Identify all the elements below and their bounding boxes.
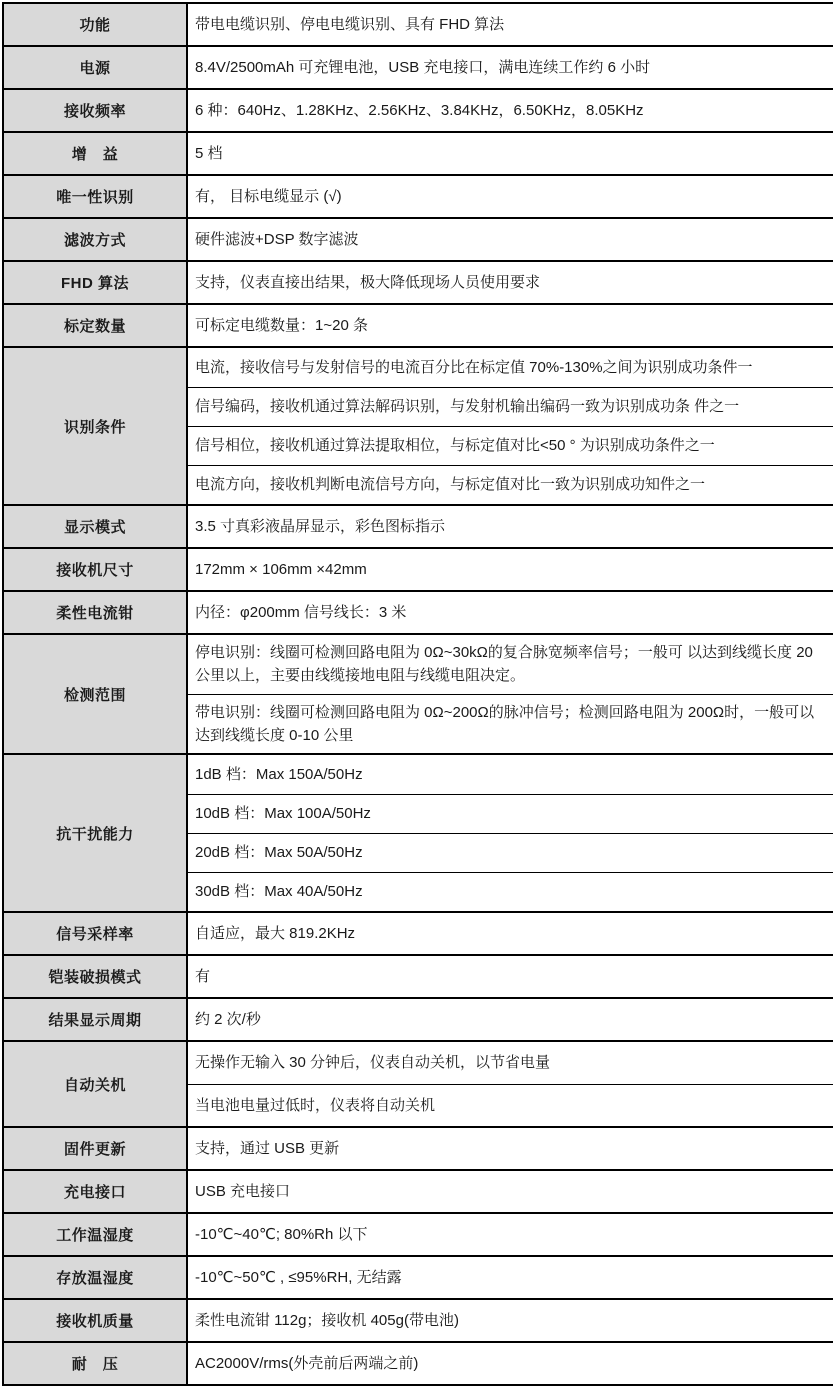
spec-label: 功能 [4,4,188,45]
spec-value: 支持，通过 USB 更新 [195,1139,340,1157]
spec-value: 电流，接收信号与发射信号的电流百分比在标定值 70%-130%之间为识别成功条件一 [195,358,753,376]
spec-value: -10℃~40℃; 80%Rh 以下 [195,1225,368,1243]
spec-label: 接收机尺寸 [4,549,188,590]
table-row-withstand-voltage [4,1341,833,1384]
spec-label: 标定数量 [4,305,188,346]
table-row-operating-temp-humidity [4,1212,833,1255]
spec-value: 约 2 次/秒 [195,1010,261,1028]
spec-value: 5 档 [195,144,223,162]
table-row-firmware-update [4,1126,833,1169]
spec-label: 柔性电流钳 [4,592,188,633]
spec-label: FHD 算法 [4,262,188,303]
table-row-rx-frequency [4,88,833,131]
table-row-storage-temp-humidity [4,1255,833,1298]
spec-value: 3.5 寸真彩液晶屏显示，彩色图标指示 [195,517,446,535]
table-row-function [4,4,833,45]
spec-label: 耐 压 [4,1343,188,1384]
spec-value: 有 [195,967,211,985]
spec-label: 检测范围 [4,635,188,753]
spec-table [2,2,833,1386]
spec-value: 硬件滤波+DSP 数字滤波 [195,230,359,248]
spec-value: 电流方向，接收机判断电流信号方向，与标定值对比一致为识别成功知件之一 [188,465,833,504]
spec-value: 支持，仪表直接出结果，极大降低现场人员使用要求 [195,273,541,291]
table-row-identify-conditions [4,346,833,504]
spec-label: 充电接口 [4,1171,188,1212]
table-row-detection-range [4,633,833,753]
spec-label: 滤波方式 [4,219,188,260]
spec-value: 30dB 档：Max 40A/50Hz [188,872,833,911]
table-row-fhd-algorithm [4,260,833,303]
table-row-gain [4,131,833,174]
spec-label: 固件更新 [4,1128,188,1169]
spec-label: 工作温湿度 [4,1214,188,1255]
spec-label: 信号采样率 [4,913,188,954]
spec-value: 6 种：640Hz、1.28KHz、2.56KHz、3.84KHz，6.50KHz，8.05KHz [195,101,644,119]
spec-value: AC2000V/rms(外壳前后两端之前) [195,1354,419,1372]
table-row-calibration-count [4,303,833,346]
spec-value: 无操作无输入 30 分钟后，仪表自动关机，以节省电量 [195,1054,551,1072]
table-row-filter-mode [4,217,833,260]
spec-label: 接收机质量 [4,1300,188,1341]
spec-label: 增 益 [4,133,188,174]
spec-value: 柔性电流钳 112g；接收机 405g(带电池) [195,1311,459,1329]
table-row-charge-port [4,1169,833,1212]
table-row-anti-interference [4,753,833,911]
spec-value: 有， 目标电缆显示 (√) [195,187,342,205]
spec-value: 当电池电量过低时，仪表将自动关机 [188,1084,833,1126]
spec-value: 8.4V/2500mAh 可充锂电池，USB 充电接口，满电连续工作约 6 小时 [195,58,651,76]
spec-value: 内径：φ200mm 信号线长：3 米 [195,603,407,621]
spec-value: 172mm × 106mm ×42mm [195,560,367,578]
spec-value: 1dB 档：Max 150A/50Hz [195,765,363,783]
spec-value: 信号相位，接收机通过算法提取相位，与标定值对比<50 ° 为识别成功条件之一 [188,426,833,465]
spec-label: 电源 [4,47,188,88]
spec-label: 接收频率 [4,90,188,131]
spec-value: 20dB 档：Max 50A/50Hz [188,833,833,872]
spec-label: 抗干扰能力 [4,755,188,911]
spec-label: 显示模式 [4,506,188,547]
spec-label: 唯一性识别 [4,176,188,217]
table-row-auto-poweroff [4,1040,833,1126]
spec-value: 可标定电缆数量：1~20 条 [195,316,368,334]
spec-value: 自适应，最大 819.2KHz [195,924,356,942]
table-row-power [4,45,833,88]
spec-value: 10dB 档：Max 100A/50Hz [188,794,833,833]
spec-label: 识别条件 [4,348,188,504]
spec-label: 铠装破损模式 [4,956,188,997]
spec-value: 带电识别：线圈可检测回路电阻为 0Ω~200Ω的脉冲信号；检测回路电阻为 200Ω时，一般可以达到线缆长度 0-10 公里 [188,694,833,754]
spec-value: USB 充电接口 [195,1182,291,1200]
spec-value: 停电识别：线圈可检测回路电阻为 0Ω~30kΩ的复合脉宽频率信号；一般可 以达到线缆长度 20 公里以上，主要由线缆接地电阻与线缆电阻决定。 [195,644,813,685]
spec-value: 带电电缆识别、停电电缆识别、具有 FHD 算法 [195,15,505,33]
spec-label: 自动关机 [4,1042,188,1126]
table-row-display-mode [4,504,833,547]
spec-value: 信号编码，接收机通过算法解码识别，与发射机输出编码一致为识别成功条 件之一 [188,387,833,426]
spec-value: -10℃~50℃ , ≤95%RH, 无结露 [195,1268,402,1286]
spec-label: 存放温湿度 [4,1257,188,1298]
table-row-sample-rate [4,911,833,954]
table-row-flexible-clamp [4,590,833,633]
table-row-armor-damage-mode [4,954,833,997]
table-row-receiver-weight [4,1298,833,1341]
table-row-uniqueness [4,174,833,217]
table-row-receiver-size [4,547,833,590]
table-row-result-refresh [4,997,833,1040]
spec-label: 结果显示周期 [4,999,188,1040]
